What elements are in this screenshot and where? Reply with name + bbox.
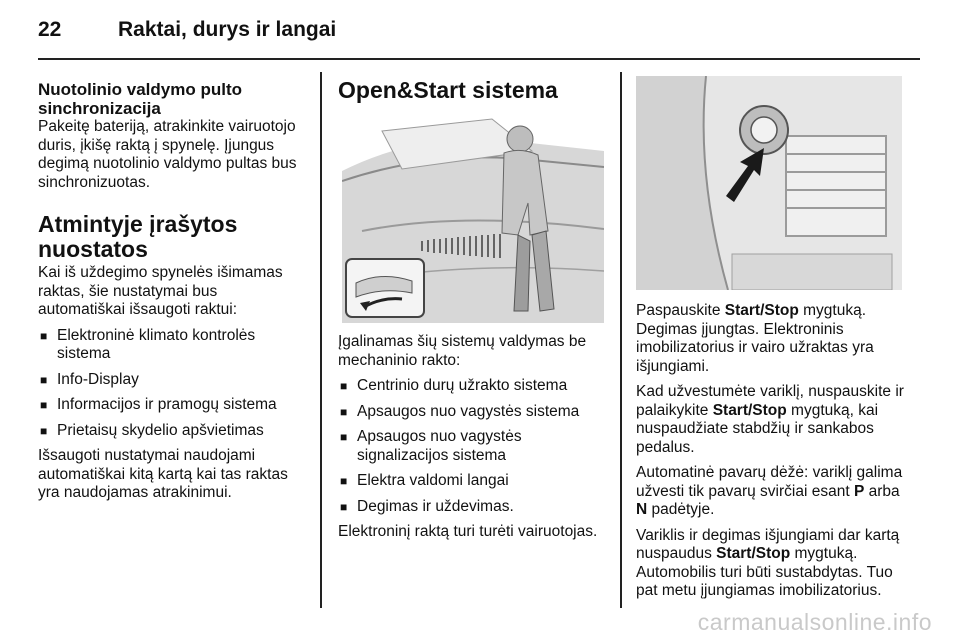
page-number: 22 [38,18,62,41]
right-p1: Paspauskite Start/Stop mygtuką. Degimas įjungtas. Elektroninis imobilizatorius ir vairo užraktas yra išjungiami. [636,302,874,375]
watermark: carmanualsonline.info [697,609,932,635]
middle-column [338,72,608,549]
start-stop-button-illustration [636,76,902,290]
list-item: ■ Apsaugos nuo vagystės signalizacijos sistema [338,428,608,465]
list-item: ■ Degimas ir uždevimas. [338,498,608,517]
air-vent [786,136,886,236]
memory-list [38,327,308,441]
right-column [636,72,904,608]
memory-outro: Išsaugoti nustatymai naudojami automatiškai kitą kartą kai tas raktas yra naudojamas atrakinimui. [38,447,288,501]
left-column [38,72,308,510]
open-start-outro: Elektroninį raktą turi turėti vairuotojas. [338,523,598,540]
open-start-heading: Open&Start sistema [338,77,558,103]
open-start-illustration [342,111,604,323]
memory-heading: Atmintyje įrašytos nuostatos [38,211,238,262]
list-item: ■ Elektroninė klimato kontrolės sistema [38,327,308,364]
open-start-list [338,377,608,516]
sync-text: Pakeitę bateriją, atrakinkite vairuotojo duris, įkišę raktą į spynelę. Įjungus degimą nuotolinio valdymo pultas bus sinchronizuotas. [38,118,297,191]
list-item: ■ Centrinio durų užrakto sistema [338,377,608,396]
start-stop-illustration [636,76,902,290]
open-start-intro: Įgalinamas šių sistemų valdymas be mechaninio rakto: [338,333,587,369]
list-item: ■ Prietaisų skydelio apšvietimas [38,422,308,441]
page-header [38,14,920,50]
page-title: Raktai, durys ir langai [118,18,337,41]
column-divider-2 [620,72,622,608]
right-p4: Variklis ir degimas išjungiami dar kartą nuspaudus Start/Stop mygtuką. Automobilis turi būti sustabdytas. Tuo pat metu įjungiamas imobilizatorius. [636,526,900,599]
column-divider-1 [320,72,322,608]
memory-intro: Kai iš uždegimo spynelės išimamas raktas, šie nustatymai bus automatiškai išsaugoti raktui: [38,264,283,318]
header-divider [38,58,920,60]
list-item: ■ Apsaugos nuo vagystės sistema [338,403,608,422]
door-handle-illustration [342,111,604,323]
list-item: ■ Informacijos ir pramogų sistema [38,396,308,415]
sync-heading: Nuotolinio valdymo pulto sinchronizacija [38,80,242,118]
right-p2: Kad užvestumėte variklį, nuspauskite ir palaikykite Start/Stop mygtuką, kai nuspaudžiate stabdžių ir sankabos pedalus. [636,383,904,456]
right-p3: Automatinė pavarų dėžė: variklį galima užvesti tik pavarų svirčiai esant P arba N padėtyje. [636,464,903,518]
list-item: ■ Info-Display [38,371,308,390]
list-item: ■ Elektra valdomi langai [338,472,608,491]
